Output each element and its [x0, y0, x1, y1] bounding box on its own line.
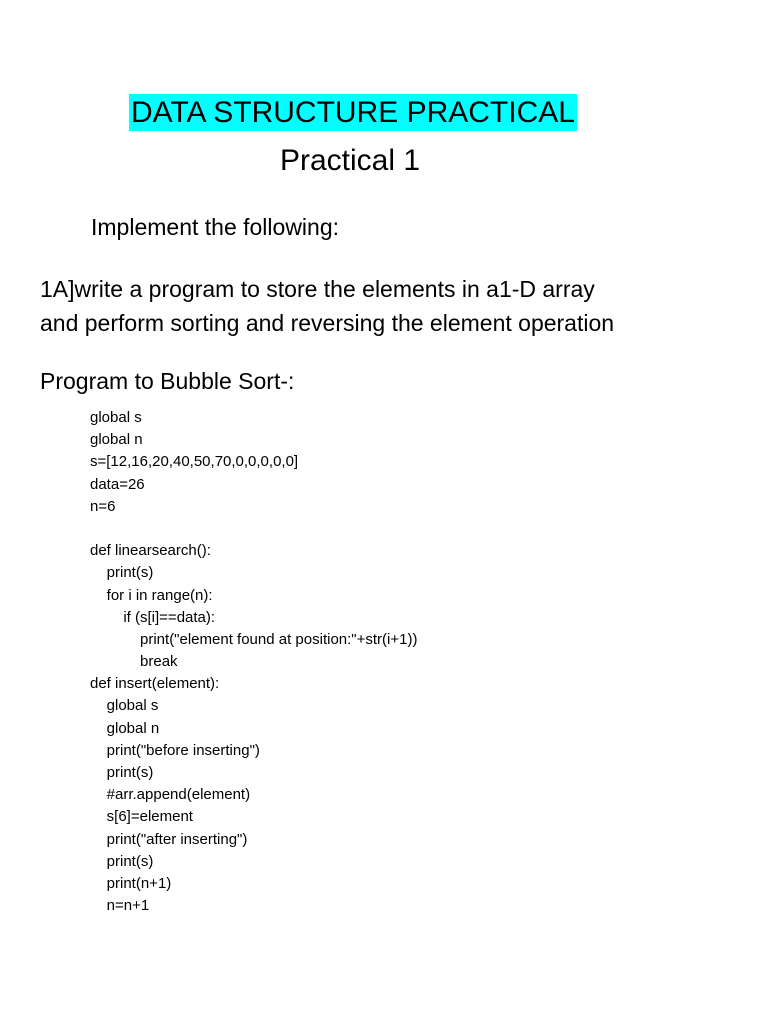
question-text: [40, 272, 614, 340]
code-line: #arr.append(element): [90, 786, 251, 804]
program-heading: Program to Bubble Sort-:: [40, 368, 295, 394]
code-line: def insert(element):: [90, 675, 220, 693]
code-line: s[6]=element: [90, 808, 193, 826]
code-line: def linearsearch():: [90, 542, 211, 560]
intro-text: Implement the following:: [91, 214, 340, 240]
code-line: print("before inserting"): [90, 741, 260, 759]
code-line: print(n+1): [90, 874, 172, 892]
code-line: [90, 518, 417, 540]
code-line: if (s[i]==data):: [90, 608, 216, 626]
code-line: print(s): [90, 764, 154, 781]
question-line: and perform sorting and reversing the element operation: [40, 310, 615, 336]
code-block: [90, 407, 417, 917]
code-line: print("after inserting"): [90, 830, 248, 848]
question-line: 1A]write a program to store the elements in a1-D array: [40, 276, 595, 302]
page-title: DATA STRUCTURE PRACTICAL: [131, 96, 575, 129]
code-line: global n: [90, 431, 143, 449]
code-line: for i in range(n):: [90, 586, 213, 604]
code-line: n=6: [90, 497, 116, 515]
code-line: global s: [90, 409, 142, 426]
code-line: print(s): [90, 564, 154, 582]
code-line: print(s): [90, 852, 154, 870]
code-line: global n: [90, 719, 160, 737]
code-line: data=26: [90, 475, 145, 493]
practical-subtitle: Practical 1: [279, 144, 421, 177]
code-line: n=n+1: [90, 897, 150, 915]
code-line: print("element found at position:"+str(i+1)): [90, 630, 418, 648]
code-line: break: [90, 653, 178, 671]
code-line: global s: [90, 697, 159, 715]
code-line: s=[12,16,20,40,50,70,0,0,0,0,0]: [90, 453, 299, 471]
